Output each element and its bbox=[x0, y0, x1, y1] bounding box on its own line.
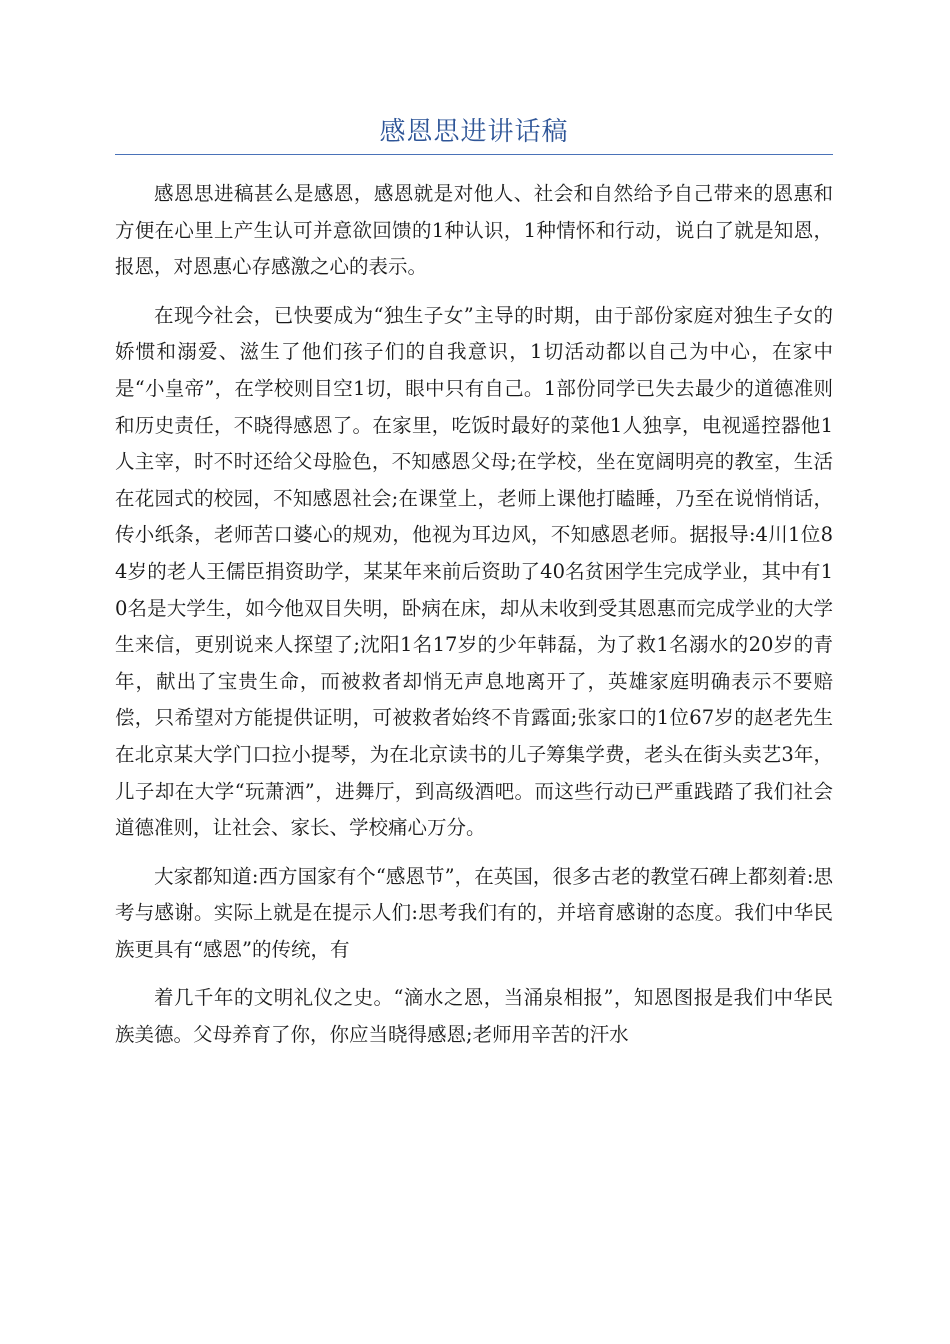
paragraph-1: 感恩思进稿甚么是感恩，感恩就是对他人、社会和自然给予自己带来的恩惠和方便在心里上产生认可并意欲回馈的1种认识，1种情怀和行动，说白了就是知恩，报恩，对恩惠心存感激之心的表示。 bbox=[115, 182, 833, 279]
paragraph-2: 在现今社会，已快要成为“独生子女”主导的时期，由于部份家庭对独生子女的娇惯和溺爱、滋生了他们孩子们的自我意识，1切活动都以自己为中心，在家中是“小皇帝”，在学校则目空1切，眼中只有自己。1部份同学已失去最少的道德准则和历史责任，不晓得感恩了。在家里，吃饭时最好的菜他1人独享，电视遥控器他1人主宰，时不时还给父母脸色，不知感恩父母;在学校，坐在宽阔明亮的教室，生活在花园式的校园，不知感恩社会;在课堂上，老师上课他打瞌睡，乃至在说悄悄话，传小纸条，老师苦口婆心的规劝，他视为耳边风，不知感恩老师。据报导:4川1位84岁的老人王儒臣捐资助学，某某年来前后资助了40名贫困学生完成学业，其中有10名是大学生，如今他双目失明，卧病在床，却从未收到受其恩惠而完成学业的大学生来信，更别说来人探望了;沈阳1名17岁的少年韩磊，为了救1名溺水的20岁的青年，献出了宝贵生命，而被救者却悄无声息地离开了，英雄家庭明确表示不要赔偿，只希望对方能提供证明，可被救者始终不肯露面;张家口的1位67岁的赵老先生在北京某大学门口拉小提琴，为在北京读书的儿子筹集学费，老头在街头卖艺3年，儿子却在大学“玩萧洒”，进舞厅，到高级酒吧。而这些行动已严重践踏了我们社会道德准则，让社会、家长、学校痛心万分。 bbox=[115, 303, 833, 840]
document-title: 感恩思进讲话稿 bbox=[379, 117, 569, 147]
document-body bbox=[115, 176, 833, 1066]
paragraph-4: 着几千年的文明礼仪之史。“滴水之恩，当涌泉相报”，知恩图报是我们中华民族美德。父母养育了你，你应当晓得感恩;老师用辛苦的汗水 bbox=[115, 986, 833, 1047]
title-underline bbox=[115, 154, 833, 155]
paragraph-3: 大家都知道:西方国家有个“感恩节”，在英国，很多古老的教堂石碑上都刻着:思考与感谢。实际上就是在提示人们:思考我们有的，并培育感谢的态度。我们中华民族更具有“感恩”的传统，有 bbox=[115, 864, 833, 961]
